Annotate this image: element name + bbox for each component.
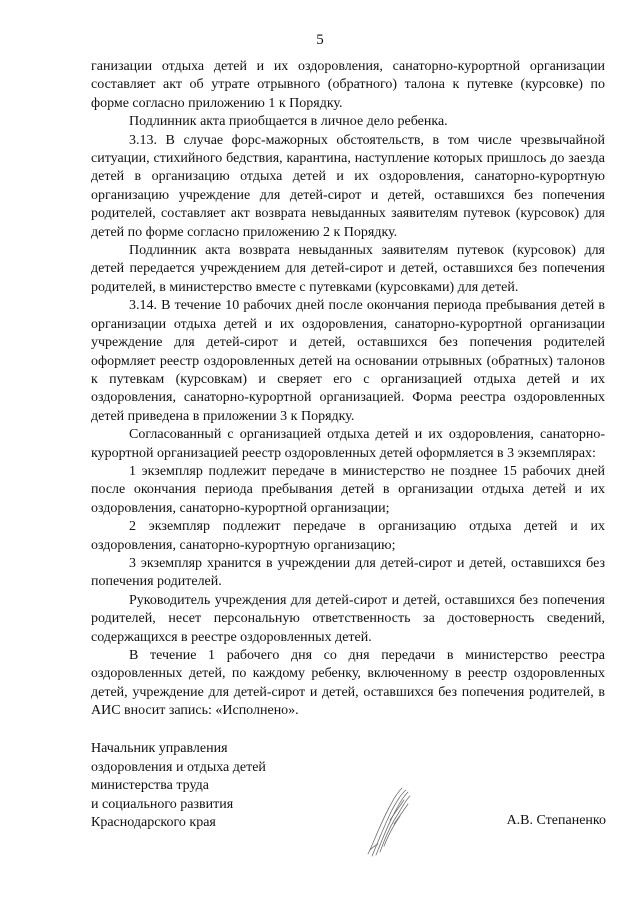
paragraph-section-3-13: 3.13. В случае форс-мажорных обстоятельств, в том числе чрезвычайной ситуации, стихийного бедствия, карантина, наступление которых пришлось до заезда детей в организацию отдыха детей и их оздоровления, санаторно-курортную организацию учреждение для детей-сирот и детей, оставшихся без попечения родителей, составляет акт возврата невыданных заявителям путевок (курсовок) для детей по форме согласно приложению 2 к Порядку. (91, 132, 605, 240)
paragraph-section-3-14: 3.14. В течение 10 рабочих дней после окончания периода пребывания детей в организации отдыха детей и их оздоровления, санаторно-курортной организации учреждение для детей-сирот и детей, оставшихся без попечения родителей оформляет реестр оздоровленных детей на основании отрывных (обратных) талонов к путевкам (курсовкам) и сверяет его с организацией отдыха детей и их оздоровления, санаторно-курортной организацией. Форма реестра оздоровленных детей приведена в приложении 3 к Порядку. (91, 298, 605, 424)
paragraph: В течение 1 рабочего дня со дня передачи в министерство реестра оздоровленных детей, по каждому ребенку, включенному в реестр оздоровленных детей, учреждение для детей-сирот и детей, оставшихся без попечения родителей, в АИС вносит запись: «Исполнено». (91, 648, 605, 719)
signer-position-line: Начальник управления (91, 741, 228, 756)
signer-name: А.В. Степаненко (506, 813, 606, 828)
paragraph: ганизации отдыха детей и их оздоровления, санаторно-курортной организации составляет акт об утрате отрывного (обратного) талона к путевке (курсовке) по форме согласно приложению 1 к Порядку. (91, 59, 605, 111)
signer-position-line: оздоровления и отдыха детей (91, 759, 266, 775)
handwritten-signature (360, 780, 420, 860)
signer-position (91, 740, 266, 833)
page-number: 5 (316, 32, 324, 48)
paragraph-copy-1: 1 экземпляр подлежит передаче в министерство не позднее 15 рабочих дней после окончания периода пребывания детей в организации отдыха детей и их оздоровления, санаторно-курортной организации; (91, 463, 605, 516)
signer-position-line: министерства труда (91, 778, 209, 794)
paragraph: Подлинник акта приобщается в личное дело ребенка. (129, 114, 448, 130)
paragraph: Руководитель учреждения для детей-сирот и детей, оставшихся без попечения родителей, несет персональную ответственность за достоверность сведений, содержащихся в реестре оздоровленных детей. (91, 592, 605, 645)
signer-position-line: и социального развития (91, 796, 234, 812)
paragraph: Подлинник акта возврата невыданных заявителям путевок (курсовок) для детей передается учреждением для детей-сирот и детей, оставшихся без попечения родителей, в министерство вместе с путевками (курсовками) для детей. (91, 243, 605, 295)
paragraph-copy-2: 2 экземпляр подлежит передаче в организацию отдыха детей и их оздоровления, санаторно-курортную организацию; (91, 519, 605, 553)
paragraph: Согласованный с организацией отдыха детей и их оздоровления, санаторно-курортной организацией реестр оздоровленных детей оформляется в 3 экземплярах: (91, 427, 605, 461)
signer-position-line: Краснодарского края (91, 815, 216, 831)
paragraph-copy-3: 3 экземпляр хранится в учреждении для детей-сирот и детей, оставшихся без попечения родителей. (91, 555, 605, 590)
document-body (91, 58, 605, 721)
